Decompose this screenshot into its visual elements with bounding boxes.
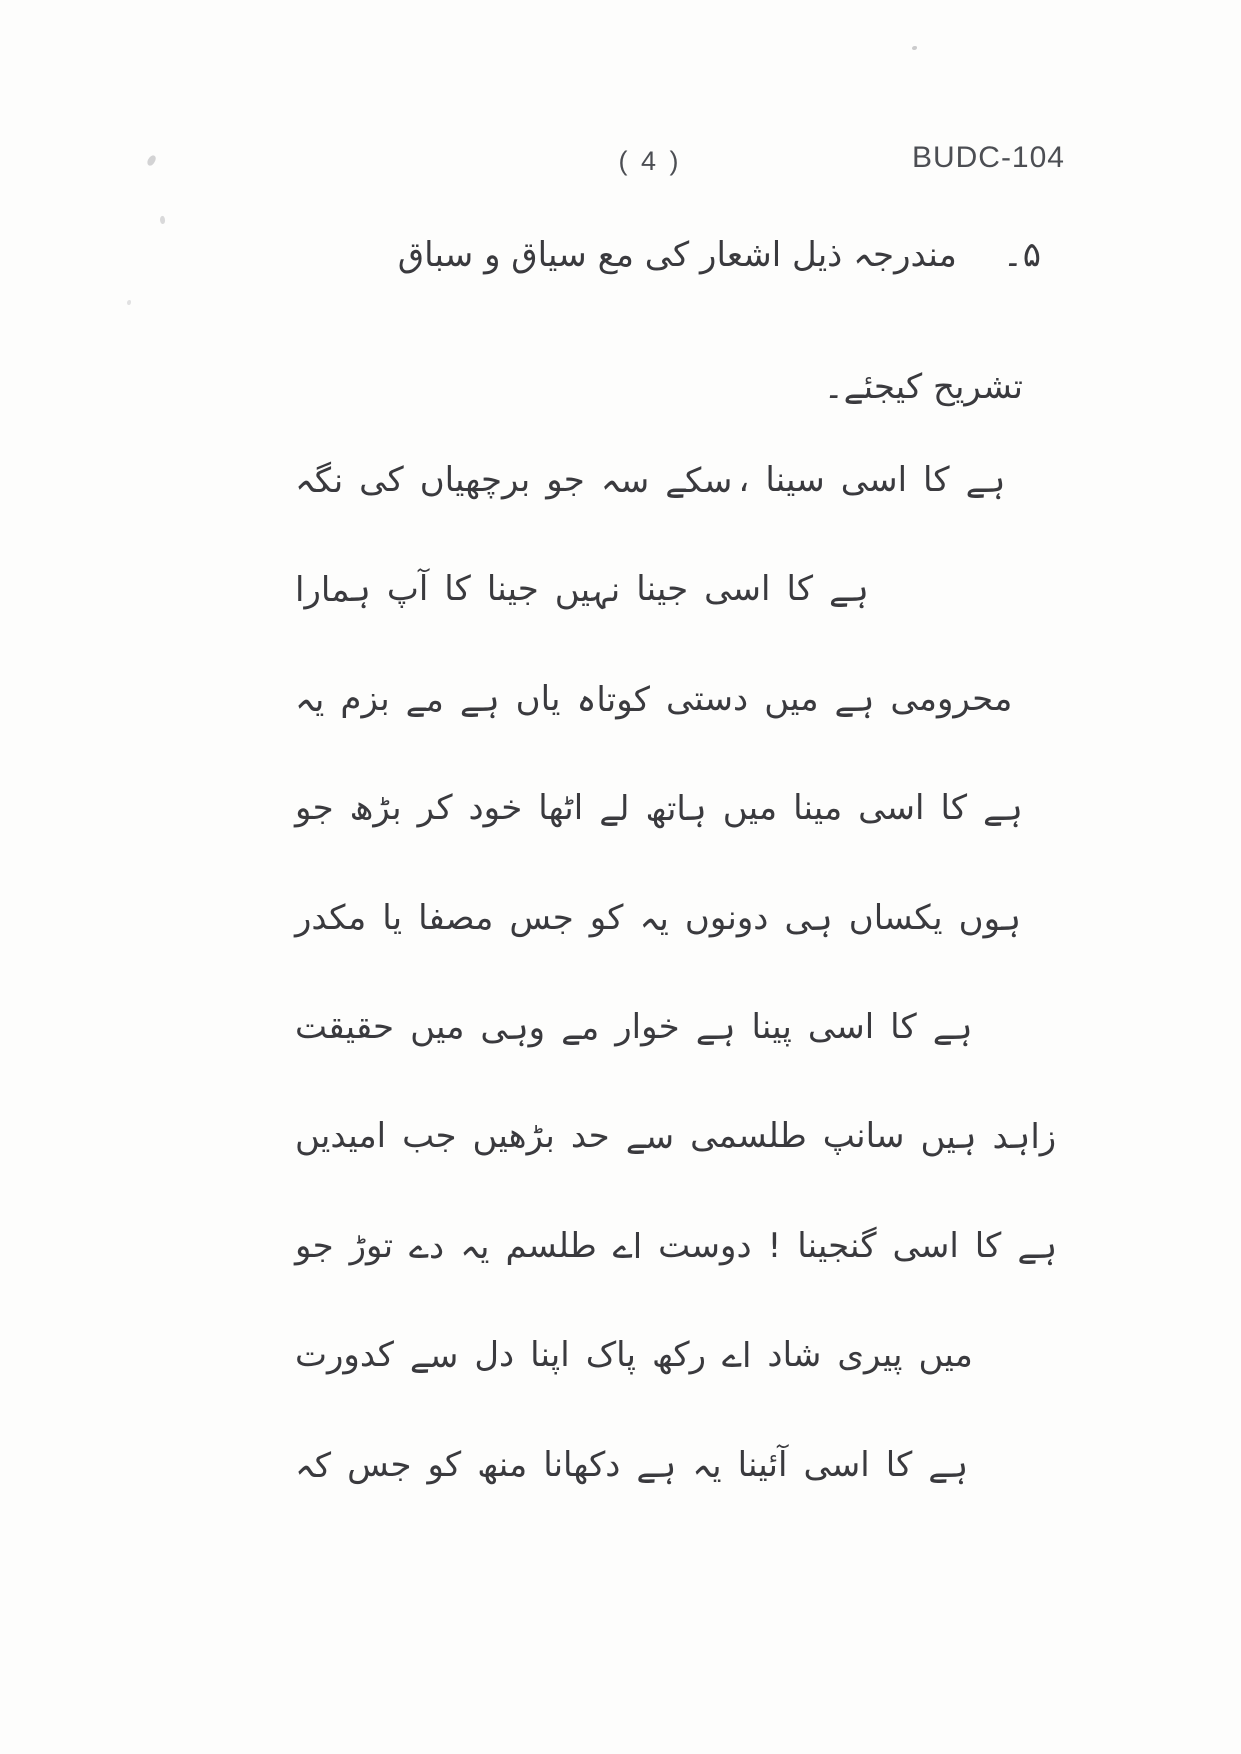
verse-word: امیدیں — [295, 1116, 387, 1156]
verse-word: یہ — [295, 679, 325, 720]
verse-word: میں — [918, 1335, 973, 1375]
page-number: ( 4 ) — [618, 146, 682, 176]
verse-line — [295, 768, 1023, 848]
verse-word: یکساں — [848, 898, 943, 938]
verse-word: پیری — [837, 1335, 903, 1375]
verse-word: ہے — [834, 679, 875, 720]
verse-word: اسی — [840, 460, 908, 500]
verse-word: مصفا — [418, 898, 494, 938]
verse-line — [295, 549, 869, 629]
verse-word: کا — [444, 569, 471, 609]
course-code: BUDC-104 — [911, 141, 1065, 174]
verse-word: اسی — [807, 1007, 875, 1047]
verse-word: یہ — [692, 1445, 722, 1486]
verse-word: اسی — [803, 1445, 870, 1485]
verse-word: خود — [468, 788, 523, 828]
verse-word: نہیں — [554, 569, 621, 610]
verse-word: کر — [417, 788, 453, 828]
verse-word: توڑ — [349, 1226, 394, 1266]
verse-word: بڑھ — [349, 788, 402, 828]
verse-word: جو — [295, 1226, 334, 1266]
verse-word: یہ — [639, 898, 669, 939]
verse-word: کا — [974, 1226, 1002, 1266]
verse-word: پینا — [751, 1007, 792, 1047]
verse-word: کا — [940, 788, 967, 828]
verse-word: ہمارا — [295, 569, 371, 610]
verse-word: رکھ — [651, 1335, 707, 1375]
verse-word: کا — [786, 569, 813, 609]
verse-word: طلسمی — [690, 1116, 807, 1156]
verse-word: یاں — [515, 679, 561, 719]
verse-line — [295, 1315, 973, 1395]
verse-word: اے — [612, 1226, 643, 1267]
verse-word: کی — [359, 460, 404, 500]
verse-word: ہاتھ — [645, 788, 707, 829]
verse-word: مے — [561, 1007, 600, 1048]
verse-word: کا — [923, 460, 950, 500]
verse-word: یہ — [460, 1226, 490, 1267]
verse-word: وہی — [480, 1007, 546, 1048]
verse-word: دستی — [665, 679, 749, 719]
verse-word: جب — [402, 1116, 457, 1156]
verse-word: دے — [409, 1226, 445, 1267]
verse-word: سینا — [765, 460, 825, 500]
verse-word: ہے — [636, 1445, 677, 1486]
question-number: ۵۔ — [1002, 235, 1041, 275]
verse-word: کدورت — [295, 1335, 394, 1375]
verse-word: اسی — [858, 788, 925, 828]
verse-word: دونوں — [684, 898, 769, 938]
verse-punctuation: ! — [767, 1226, 782, 1266]
verse-word: ہے — [1017, 1226, 1058, 1267]
verse-word: کہ — [295, 1445, 332, 1486]
verse-word: مینا — [793, 788, 843, 828]
verse-word: طلسم — [505, 1226, 597, 1266]
verse-word: میں — [764, 679, 819, 719]
verse-word: جو — [295, 788, 334, 828]
verse-word: سانپ — [822, 1116, 905, 1156]
verse-word: ہے — [928, 1445, 969, 1486]
verse-word: ہی — [784, 898, 833, 939]
verse-word: ہے — [932, 1007, 973, 1048]
verse-word: اسی — [892, 1226, 959, 1266]
verse-word: بڑھیں — [472, 1116, 555, 1156]
verse-word: ہوں — [958, 898, 1022, 939]
verse-word: حقیقت — [295, 1007, 395, 1047]
verse-word: زاہد — [992, 1116, 1057, 1157]
verse-word: ہے — [965, 460, 1006, 501]
verse-word: جینا — [486, 569, 539, 609]
verse-word: نگہ — [295, 460, 344, 501]
verse-line — [295, 659, 1012, 739]
verse-word: خوار — [615, 1007, 680, 1047]
verse-word: کا — [885, 1445, 913, 1485]
verse-word: کو — [427, 1445, 462, 1485]
verse-word: ہے — [695, 1007, 736, 1048]
verse-line — [295, 987, 973, 1067]
question-text: مندرجہ ذیل اشعار کی مع سیاق و سباق — [397, 235, 957, 275]
verse-word: ہے — [829, 569, 869, 610]
verse-word: سہ — [600, 460, 650, 501]
verse-word: سکے — [665, 460, 733, 501]
verse-word: پاک — [585, 1335, 636, 1375]
verse-word: ہے — [459, 679, 500, 720]
verse-word: آئینا — [737, 1445, 788, 1485]
verse-word: میں — [410, 1007, 465, 1047]
verse-word: دل — [474, 1335, 515, 1375]
verse-word: کا — [890, 1007, 917, 1047]
verse-word: برچھیاں — [419, 460, 531, 500]
verse-line — [295, 878, 1021, 958]
verse-word: مکدر — [295, 898, 367, 938]
verse-word: حد — [570, 1116, 610, 1156]
verse-word: جس — [347, 1445, 412, 1485]
verse-word: اے — [722, 1335, 752, 1376]
verse-word: جو — [546, 460, 585, 500]
verse-word: ہیں — [920, 1116, 977, 1157]
verse-word: جینا — [636, 569, 689, 609]
verse-word: سے — [625, 1116, 675, 1157]
verse-word: سے — [409, 1335, 459, 1376]
verse-line — [295, 1096, 1056, 1176]
verse-word: اپنا — [530, 1335, 570, 1375]
verse-line — [295, 440, 1005, 520]
verse-word: گنجینا — [797, 1226, 877, 1266]
verse-word: اٹھا — [538, 788, 584, 828]
verse-word: منھ — [477, 1445, 528, 1485]
question-line-2: تشریح کیجئے۔ — [823, 367, 1023, 407]
verse-word: محرومی — [890, 679, 1013, 719]
verse-word: کوتاہ — [576, 679, 650, 720]
verse-word: آپ — [386, 569, 429, 609]
verse-word: جس — [509, 898, 574, 938]
verse-word: ہے — [983, 788, 1023, 829]
verse-word: میں — [722, 788, 778, 828]
verse-punctuation: ، — [738, 460, 750, 500]
verse-word: اسی — [704, 569, 771, 609]
verse-line — [295, 1206, 1057, 1286]
verse-word: مے — [405, 679, 444, 720]
verse-word: بزم — [340, 679, 390, 719]
verse-word: یا — [382, 898, 403, 938]
verse-word: شاد — [767, 1335, 822, 1375]
verse-word: کو — [589, 898, 624, 938]
verse-word: لے — [599, 788, 630, 829]
verse-word: دوست — [658, 1226, 752, 1266]
verse-word: دکھانا — [543, 1445, 621, 1485]
verse-line — [295, 1425, 968, 1505]
